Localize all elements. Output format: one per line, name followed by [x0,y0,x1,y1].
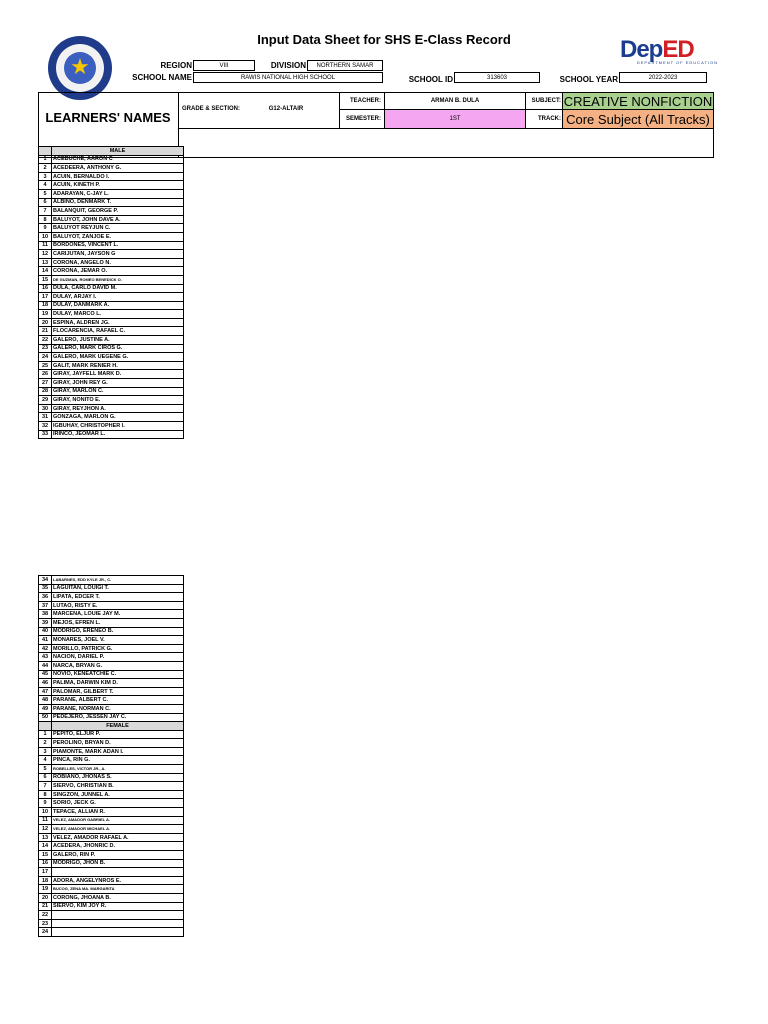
row-number: 45 [39,670,52,679]
learner-name-cell[interactable]: PEPITO, ELJUR P. [52,730,184,739]
table-row[interactable] [39,224,184,233]
row-number: 17 [39,868,52,877]
table-row[interactable] [39,636,184,645]
learner-name-cell[interactable]: SORIO, JECK G. [52,799,184,808]
table-row[interactable] [39,404,184,413]
learner-name-cell[interactable]: PINCA, RIN G. [52,756,184,765]
row-number: 14 [39,842,52,851]
table-row[interactable] [39,730,184,739]
table-row[interactable] [39,207,184,216]
learner-name-cell[interactable]: GALERO, MARK CIROS G. [52,344,184,353]
table-row[interactable] [39,215,184,224]
table-row[interactable] [39,893,184,902]
learner-name-cell[interactable]: MODRIGO, ERENEO B. [52,627,184,636]
learner-name-cell[interactable]: LABARNES, EDD KYLE JR., C. [52,576,184,585]
row-number: 15 [39,275,52,284]
table-row[interactable] [39,164,184,173]
table-row[interactable] [39,318,184,327]
divider [178,128,714,129]
division-label: DIVISION [270,61,306,70]
learner-name-cell[interactable]: GONZAGA, MARLON G. [52,413,184,422]
row-number: 31 [39,413,52,422]
row-number: 16 [39,859,52,868]
row-number: 40 [39,627,52,636]
learner-name-cell[interactable]: VELEZ, AMADOR RAFAEL A. [52,833,184,842]
learner-name-cell[interactable]: BALUYOT REYJUN C. [52,224,184,233]
table-row[interactable] [39,747,184,756]
section-num-cell [39,722,52,731]
learner-name-cell[interactable]: ACUIN, BERNALDO I. [52,172,184,181]
table-row[interactable] [39,198,184,207]
table-row[interactable] [39,653,184,662]
learner-name-cell[interactable]: GIRAY, JOHN REY G. [52,379,184,388]
row-number: 7 [39,207,52,216]
table-row[interactable] [39,584,184,593]
section-num-cell [39,147,52,156]
row-number: 42 [39,644,52,653]
region-label: REGION [160,61,192,70]
learner-name-cell[interactable]: PARANE, ALBERT C. [52,696,184,705]
table-row[interactable] [39,336,184,345]
learner-name-cell[interactable]: GALERO, MARK UEGENE G. [52,353,184,362]
table-row[interactable] [39,293,184,302]
row-number: 34 [39,576,52,585]
learner-name-cell[interactable]: LIPATA, EDCER T. [52,593,184,602]
row-number: 21 [39,902,52,911]
table-row[interactable] [39,172,184,181]
row-number: 46 [39,679,52,688]
learner-name-cell[interactable]: CORONA, ANGELO N. [52,258,184,267]
row-number: 2 [39,739,52,748]
row-number: 20 [39,893,52,902]
learner-name-cell[interactable]: MODRIGO, JHON B. [52,859,184,868]
table-row[interactable] [39,627,184,636]
table-row[interactable] [39,422,184,431]
row-number: 20 [39,318,52,327]
table-row[interactable] [39,610,184,619]
row-number: 36 [39,593,52,602]
school-year-field[interactable]: 2022-2023 [619,72,707,83]
row-number: 19 [39,310,52,319]
row-number: 19 [39,885,52,894]
row-number: 37 [39,601,52,610]
learner-name-cell[interactable]: ACEBUCHE, AARON C [52,155,184,164]
table-row[interactable] [39,790,184,799]
table-row[interactable] [39,713,184,722]
table-row[interactable] [39,396,184,405]
row-number: 18 [39,876,52,885]
table-row[interactable] [39,902,184,911]
table-row[interactable] [39,816,184,825]
row-number: 41 [39,636,52,645]
row-number: 9 [39,799,52,808]
row-number: 24 [39,353,52,362]
learner-name-cell[interactable]: CARIJUTAN, JAYSON G [52,250,184,259]
learner-name-cell[interactable]: PEDEJERO, JESSEN JAY C. [52,713,184,722]
school-year-label: SCHOOL YEAR [559,75,618,84]
row-number: 5 [39,189,52,198]
learner-name-cell[interactable]: BUCOG, ZENA MA. MARGARITA [52,885,184,894]
subject-label: SUBJECT: [531,98,561,104]
row-number: 12 [39,825,52,834]
learner-name-cell[interactable]: DULAY, ARJAY I. [52,293,184,302]
learner-name-cell[interactable]: CORONA, JEMAR O. [52,267,184,276]
table-row[interactable] [39,739,184,748]
division-field[interactable]: NORTHERN SAMAR [307,60,383,71]
row-number: 1 [39,155,52,164]
row-number: 32 [39,422,52,431]
row-number: 47 [39,687,52,696]
table-row[interactable] [39,696,184,705]
table-row[interactable] [39,859,184,868]
teacher-value[interactable]: ARMAN B. DULA [430,98,480,104]
learner-name-cell[interactable]: VELEZ, AMADOR MICHAEL A. [52,825,184,834]
table-row[interactable] [39,181,184,190]
table-row[interactable] [39,430,184,439]
table-row[interactable] [39,911,184,920]
table-row[interactable] [39,618,184,627]
semester-value[interactable]: 1ST [385,110,525,128]
learner-name-cell[interactable]: NARCA, BRYAN G. [52,661,184,670]
learner-name-cell[interactable]: PALOMAR, GILBERT T. [52,687,184,696]
table-row[interactable] [39,310,184,319]
table-row[interactable] [39,250,184,259]
row-number: 13 [39,833,52,842]
learner-name-cell[interactable]: TEPACE, ALLIAN R. [52,808,184,817]
row-number: 5 [39,765,52,774]
section-label: FEMALE [52,722,184,731]
school-id-field[interactable]: 313603 [454,72,540,83]
row-number: 33 [39,430,52,439]
row-number: 10 [39,232,52,241]
school-name-field[interactable]: RAWIS NATIONAL HIGH SCHOOL [193,72,383,83]
learner-name-cell[interactable]: GALERO, RIN P. [52,851,184,860]
teacher-label: TEACHER: [350,98,381,104]
table-row[interactable] [39,687,184,696]
table-row[interactable] [39,799,184,808]
table-row[interactable] [39,670,184,679]
learner-name-cell[interactable]: ESPINA, ALDREN JG. [52,318,184,327]
row-number: 43 [39,653,52,662]
learner-name-cell[interactable]: VELEZ, AMADOR GABRIEL A. [52,816,184,825]
deped-logo: DepED [620,36,694,63]
table-row[interactable] [39,825,184,834]
learner-name-cell[interactable]: LUTAO, RISTY E. [52,601,184,610]
table-row[interactable] [39,379,184,388]
table-row[interactable] [39,344,184,353]
learner-name-cell[interactable]: CORONG, JHOANA B. [52,893,184,902]
row-number: 17 [39,293,52,302]
learner-name-cell[interactable]: GALIT, MARK RENIER H. [52,361,184,370]
table-row[interactable] [39,387,184,396]
learner-name-cell[interactable]: NACION, DARIEL P. [52,653,184,662]
learner-name-cell[interactable]: BALUYOT, JOHN DAVE A. [52,215,184,224]
learner-name-cell[interactable] [52,911,184,920]
learner-name-cell[interactable]: MORILLO, PATRICK G. [52,644,184,653]
row-number: 8 [39,215,52,224]
table-row[interactable] [39,782,184,791]
table-row[interactable] [39,275,184,284]
table-row[interactable] [39,773,184,782]
table-row[interactable] [39,644,184,653]
grade-section-label: GRADE & SECTION: [182,106,241,112]
row-number: 25 [39,361,52,370]
deped-logo-subtitle: DEPARTMENT OF EDUCATION [636,60,718,65]
row-number: 26 [39,370,52,379]
learners-names-heading: LEARNERS' NAMES [45,109,171,125]
learner-name-cell[interactable]: BALANQUIT, GEORGE P. [52,207,184,216]
table-row[interactable] [39,353,184,362]
row-number: 44 [39,661,52,670]
row-number: 9 [39,224,52,233]
learner-name-cell[interactable]: ACEDEERA, ANTHONY G. [52,164,184,173]
table-row[interactable] [39,301,184,310]
table-row[interactable] [39,576,184,585]
learners-table-2 [38,575,184,937]
row-number: 13 [39,258,52,267]
learner-name-cell[interactable]: GIRAY, REYJHON A. [52,404,184,413]
learner-name-cell[interactable]: MONARES, JOEL V. [52,636,184,645]
learner-name-cell[interactable]: LAGUITAN, LOUIGI T. [52,584,184,593]
learner-name-cell[interactable]: GIRAY, NONITO E. [52,396,184,405]
table-row[interactable] [39,284,184,293]
table-row[interactable] [39,327,184,336]
row-number: 18 [39,301,52,310]
row-number: 22 [39,336,52,345]
table-row[interactable] [39,833,184,842]
learner-name-cell[interactable]: ACUIN, KINETH P. [52,181,184,190]
learner-name-cell[interactable]: DULAY, MARCO L. [52,310,184,319]
row-number: 3 [39,172,52,181]
table-row[interactable] [39,155,184,164]
row-number: 3 [39,747,52,756]
learner-name-cell[interactable]: ADORA, ANGELYNROS E. [52,876,184,885]
learner-name-cell[interactable]: PALIMA, DARWIN KIM D. [52,679,184,688]
table-row[interactable] [39,601,184,610]
learner-name-cell[interactable]: SIERVO, KIM JOY R. [52,902,184,911]
learner-name-cell[interactable]: PIAMONTE, MARK ADAN I. [52,747,184,756]
learner-name-cell[interactable]: PARANE, NORMAN C. [52,704,184,713]
table-row[interactable] [39,765,184,774]
row-number: 14 [39,267,52,276]
learner-name-cell[interactable]: BALUYOT, ZANJOE E. [52,232,184,241]
table-row[interactable] [39,189,184,198]
row-number: 1 [39,730,52,739]
table-row[interactable] [39,704,184,713]
region-field[interactable]: VIII [193,60,255,71]
school-name-label: SCHOOL NAME [132,73,192,82]
learner-name-cell[interactable]: DULAY, DANMARK A. [52,301,184,310]
row-number: 4 [39,756,52,765]
row-number: 21 [39,327,52,336]
row-number: 23 [39,919,52,928]
section-header-row [39,722,184,731]
row-number: 35 [39,584,52,593]
deped-seal-icon: ★ [48,36,112,100]
learner-name-cell[interactable]: IGBUHAY, CHRISTOPHER I. [52,422,184,431]
row-number: 38 [39,610,52,619]
table-row[interactable] [39,593,184,602]
learner-name-cell[interactable]: MARCENA, LOUIE JAY M. [52,610,184,619]
sheet-title: Input Data Sheet for SHS E-Class Record [257,32,511,47]
row-number: 11 [39,816,52,825]
learner-name-cell[interactable]: PEROLINO, BRYAN D. [52,739,184,748]
row-number: 22 [39,911,52,920]
row-number: 15 [39,851,52,860]
male-learners-table-1 [38,146,184,439]
row-number: 8 [39,790,52,799]
subject-value[interactable]: CREATIVE NONFICTION [563,93,713,109]
learner-name-cell[interactable]: ALBINO, DENMARK T. [52,198,184,207]
learner-name-cell[interactable]: SIERVO, CHRISTIAN B. [52,782,184,791]
table-row[interactable] [39,876,184,885]
learner-name-cell[interactable]: NOVIO, KENEATCHIE C. [52,670,184,679]
row-number: 6 [39,198,52,207]
learner-name-cell[interactable]: MEJOS, EFREN L. [52,618,184,627]
table-row[interactable] [39,919,184,928]
row-number: 30 [39,404,52,413]
section-label: MALE [52,147,184,156]
grade-section-value[interactable]: G12-ALTAIR [268,106,304,112]
row-number: 49 [39,704,52,713]
row-number: 39 [39,618,52,627]
row-number: 10 [39,808,52,817]
row-number: 28 [39,387,52,396]
track-value[interactable]: Core Subject (All Tracks) [563,110,713,128]
table-row[interactable] [39,241,184,250]
table-row[interactable] [39,361,184,370]
row-number: 7 [39,782,52,791]
row-number: 16 [39,284,52,293]
table-row[interactable] [39,267,184,276]
learner-name-cell[interactable]: ACEDERA, JHONRIC D. [52,842,184,851]
table-row[interactable] [39,885,184,894]
learner-name-cell[interactable]: FLOCARENCIA, RAFAEL C. [52,327,184,336]
learner-name-cell[interactable]: DE GUZMAN, ROMEO BENEDICK O. [52,275,184,284]
learner-name-cell[interactable]: GALERO, JUSTINE A. [52,336,184,345]
track-label: TRACK: [538,116,561,122]
learner-name-cell[interactable]: ROBELLES, VICTOR JR., A. [52,765,184,774]
row-number: 6 [39,773,52,782]
row-number: 12 [39,250,52,259]
semester-label: SEMESTER: [345,116,381,122]
learner-name-cell[interactable]: ROBIANO, JHONAS S. [52,773,184,782]
learner-name-cell[interactable] [52,919,184,928]
row-number: 23 [39,344,52,353]
table-row[interactable] [39,842,184,851]
table-row[interactable] [39,258,184,267]
learner-name-cell[interactable] [52,928,184,937]
learner-name-cell[interactable]: BORDONES, VINCENT L. [52,241,184,250]
learner-name-cell[interactable]: IRINCO, JEOMAR L. [52,430,184,439]
table-row[interactable] [39,756,184,765]
table-row[interactable] [39,370,184,379]
row-number: 27 [39,379,52,388]
learner-name-cell[interactable]: ADARAYAN, C-JAY L. [52,189,184,198]
table-row[interactable] [39,851,184,860]
row-number: 24 [39,928,52,937]
learner-name-cell[interactable]: GIRAY, JAYFELL MARK D. [52,370,184,379]
learner-name-cell[interactable]: DULA, CARLO DAVID M. [52,284,184,293]
table-row[interactable] [39,232,184,241]
learner-name-cell[interactable]: GIRAY, MARLON C. [52,387,184,396]
row-number: 4 [39,181,52,190]
learner-name-cell[interactable]: SINGZON, JUNNEL A. [52,790,184,799]
row-number: 2 [39,164,52,173]
table-row[interactable] [39,413,184,422]
table-row[interactable] [39,928,184,937]
table-row[interactable] [39,808,184,817]
row-number: 11 [39,241,52,250]
table-row[interactable] [39,679,184,688]
table-row[interactable] [39,868,184,877]
section-header-row [39,147,184,156]
table-row[interactable] [39,661,184,670]
learner-name-cell[interactable] [52,868,184,877]
row-number: 48 [39,696,52,705]
row-number: 29 [39,396,52,405]
school-id-label: SCHOOL ID [408,75,453,84]
row-number: 50 [39,713,52,722]
